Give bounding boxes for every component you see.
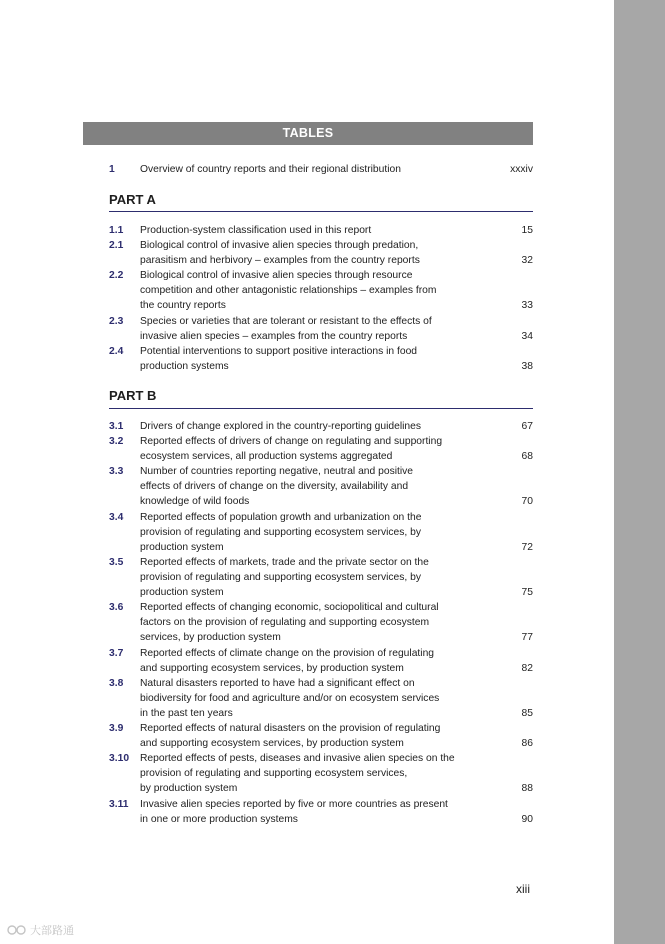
toc-entry[interactable]	[109, 646, 533, 676]
entry-title-line: production system	[140, 541, 224, 553]
entry-page: 82	[521, 662, 533, 674]
entry-title	[140, 162, 489, 177]
entry-title-line: Natural disasters reported to have had a significant effect on	[140, 677, 415, 689]
entry-title-line: factors on the provision of regulating and supporting ecosystem	[140, 617, 430, 629]
entry-page: 15	[521, 225, 533, 236]
toc-entry[interactable]	[109, 555, 533, 600]
toc-entry[interactable]	[109, 600, 533, 645]
part-a-rule	[109, 211, 533, 212]
entry-title	[140, 223, 489, 238]
entry-title-line: and supporting ecosystem services, by production system	[140, 738, 404, 750]
watermark-text: 大部路通	[30, 925, 74, 937]
part-b-rule	[109, 408, 533, 409]
entry-page: 75	[521, 587, 533, 599]
entry-title-line: Reported effects of drivers of change on regulating and supporting	[140, 436, 443, 448]
toc-entry[interactable]	[109, 238, 533, 268]
entry-page: 32	[521, 255, 533, 267]
entry-title-line: Overview of country reports and their regional distribution	[140, 164, 401, 175]
entry-page: 67	[521, 421, 533, 432]
entry-page: 33	[521, 300, 533, 312]
entry-title-line: production systems	[140, 360, 229, 372]
entry-page: 34	[521, 330, 533, 342]
entry-title	[140, 419, 489, 434]
entry-title	[140, 721, 489, 751]
entry-title	[140, 314, 489, 344]
entry-number: 2.2	[109, 270, 124, 282]
entry-number: 3.6	[109, 602, 124, 614]
toc-entry[interactable]	[109, 797, 533, 827]
entry-title-line: competition and other antagonistic relationships – examples from	[140, 285, 437, 297]
entry-number: 1.1	[109, 225, 124, 236]
entry-page: 70	[521, 496, 533, 508]
entry-title-line: and supporting ecosystem services, by production system	[140, 662, 404, 674]
entry-title-line: Reported effects of changing economic, sociopolitical and cultural	[140, 602, 439, 614]
toc-entry[interactable]	[109, 510, 533, 555]
entry-title-line: services, by production system	[140, 632, 281, 644]
entry-title-line: Reported effects of pests, diseases and invasive alien species on the	[140, 753, 455, 765]
entry-page: 77	[521, 632, 533, 644]
entry-number: 2.3	[109, 315, 124, 327]
entry-page: 90	[521, 813, 533, 825]
toc-entry[interactable]	[109, 721, 533, 751]
entry-title	[140, 555, 489, 600]
entry-title-line: Production-system classification used in this report	[140, 225, 372, 236]
entry-page: 88	[521, 783, 533, 795]
entry-number: 3.11	[109, 798, 129, 810]
entry-title-line: Species or varieties that are tolerant or resistant to the effects of	[140, 315, 432, 327]
toc-entry[interactable]	[109, 751, 533, 796]
entry-number: 3.9	[109, 723, 124, 734]
entry-page: 68	[521, 451, 533, 463]
entry-title-line: by production system	[140, 783, 238, 795]
entry-title-line: production system	[140, 587, 224, 599]
entry-title	[140, 646, 489, 676]
entry-page: 86	[521, 738, 533, 750]
entry-page: xxxiv	[510, 164, 533, 175]
entry-title-line: Number of countries reporting negative, neutral and positive	[140, 466, 414, 478]
entry-title-line: provision of regulating and supporting ecosystem services, by	[140, 526, 422, 538]
entry-title	[140, 751, 489, 796]
toc-entry[interactable]	[109, 676, 533, 721]
entry-number: 2.4	[109, 345, 124, 357]
toc-entry[interactable]	[109, 419, 533, 434]
entry-number: 3.4	[109, 511, 124, 523]
entry-title	[140, 238, 489, 268]
toc-entry[interactable]	[109, 268, 533, 313]
entry-title-line: ecosystem services, all production systems aggregated	[140, 451, 393, 463]
entry-page: 38	[521, 360, 533, 372]
entry-number: 2.1	[109, 240, 124, 252]
entry-number: 3.2	[109, 436, 124, 448]
toc-entry[interactable]	[109, 162, 533, 177]
part-a-heading: PART A	[109, 192, 156, 207]
entry-number: 1	[109, 164, 115, 175]
entry-title-line: Drivers of change explored in the country-reporting guidelines	[140, 421, 422, 432]
page-number: xiii	[516, 882, 530, 896]
entry-number: 3.7	[109, 647, 124, 659]
entry-title-line: knowledge of wild foods	[140, 496, 250, 508]
entry-title-line: provision of regulating and supporting ecosystem services, by	[140, 571, 422, 583]
entry-title-line: Reported effects of climate change on the provision of regulating	[140, 647, 435, 659]
entry-title	[140, 510, 489, 555]
entry-title-line: Potential interventions to support positive interactions in food	[140, 345, 418, 357]
watermark	[7, 922, 74, 938]
toc-entry[interactable]	[109, 223, 533, 238]
part-b-heading: PART B	[109, 388, 157, 403]
entry-title	[140, 600, 489, 645]
entry-title-line: Biological control of invasive alien species through predation,	[140, 240, 419, 252]
entry-title-line: Biological control of invasive alien species through resource	[140, 270, 413, 282]
entry-title-line: Invasive alien species reported by five or more countries as present	[140, 798, 448, 810]
entry-number: 3.5	[109, 556, 124, 568]
watermark-logo-icon	[7, 924, 27, 936]
entry-title-line: parasitism and herbivory – examples from the country reports	[140, 255, 420, 267]
entry-title-line: in one or more production systems	[140, 813, 298, 825]
entry-title-line: Reported effects of markets, trade and the private sector on the	[140, 556, 429, 568]
entry-title	[140, 676, 489, 721]
entry-page: 72	[521, 541, 533, 553]
entry-page: 85	[521, 707, 533, 719]
entry-title	[140, 434, 489, 464]
entry-title-line: invasive alien species – examples from the country reports	[140, 330, 408, 342]
entry-title	[140, 464, 489, 509]
entry-title	[140, 797, 489, 827]
entry-number: 3.10	[109, 753, 130, 765]
entry-title-line: in the past ten years	[140, 707, 233, 719]
entry-number: 3.8	[109, 677, 124, 689]
entry-title-line: Reported effects of natural disasters on the provision of regulating	[140, 723, 441, 734]
entry-title-line: biodiversity for food and agriculture and/or on ecosystem services	[140, 692, 440, 704]
entry-title	[140, 268, 489, 313]
tables-banner: TABLES	[83, 122, 533, 145]
entry-title-line: effects of drivers of change on the diversity, availability and	[140, 481, 409, 493]
entry-number: 3.1	[109, 421, 124, 432]
toc-entry[interactable]	[109, 344, 533, 374]
entry-title-line: provision of regulating and supporting ecosystem services,	[140, 768, 408, 780]
toc-entry[interactable]	[109, 434, 533, 464]
entry-title	[140, 344, 489, 374]
toc-entry[interactable]	[109, 314, 533, 344]
entry-title-line: Reported effects of population growth and urbanization on the	[140, 511, 422, 523]
entry-number: 3.3	[109, 466, 124, 478]
entry-title-line: the country reports	[140, 300, 226, 312]
page-edge-strip	[614, 0, 665, 944]
toc-entry[interactable]	[109, 464, 533, 509]
